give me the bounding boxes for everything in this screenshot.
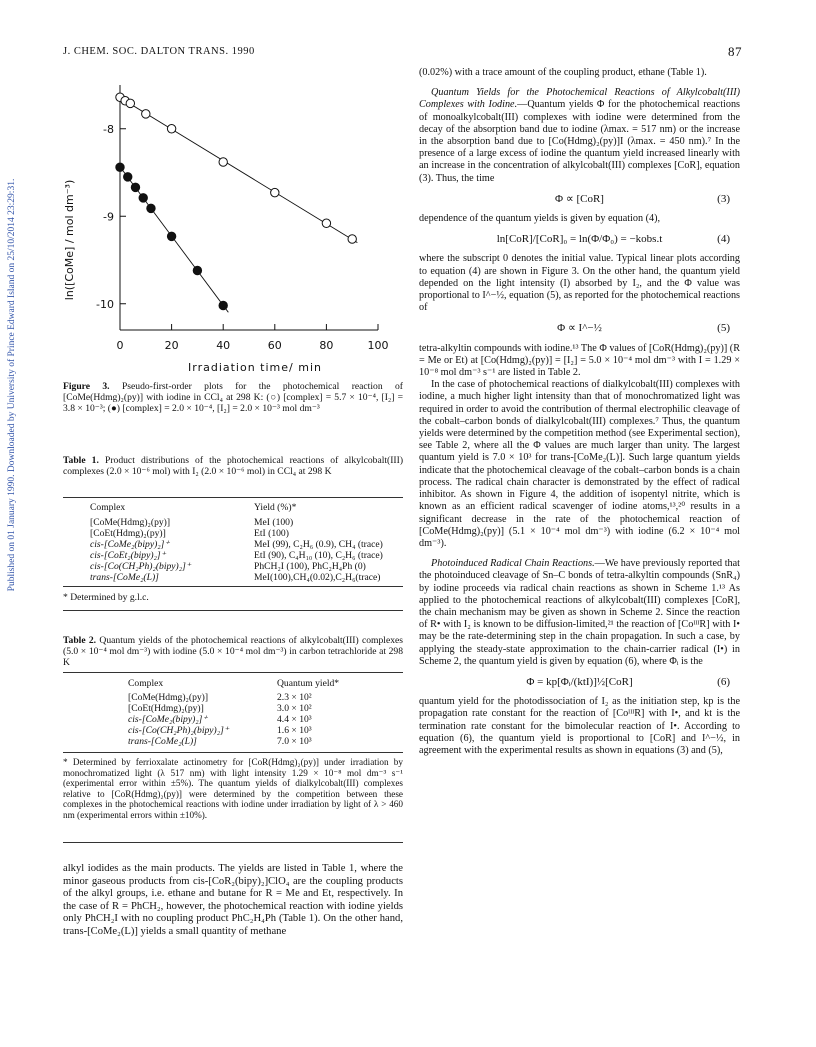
value-cell: 3.0 × 10² xyxy=(277,703,312,714)
complex-cell: cis-[CoMe₂(bipy)₂]⁺ xyxy=(90,539,170,550)
y-tick-label: -8 xyxy=(103,122,114,136)
complex-cell: [CoMe(Hdmg)₂(py)] xyxy=(90,517,171,528)
equation-4: ln[CoR]/[CoR]₀ = ln(Φ/Φ₀) = −kobs.t (4) xyxy=(496,233,730,246)
value-cell: MeI (100) xyxy=(254,517,294,528)
x-tick-label: 0 xyxy=(116,339,124,352)
paragraph: In the case of photochemical reactions of dialkylcobalt(III) complexes with iodine, a much higher light intensity than that of monochromatized light was required in order to avoid the contribution of thermal electrophilic cleavage of the cobalt–carbon bonds of dialkylcobalt(III) complexes.⁷ Thus, the quantum yields were determined by the competition method (see Experimental section), see Table 2, where all the Φ values are much larger than unity. The largest quantum yield is 7.0 × 10³ for trans-[CoMe₂(L)]. Such large quantum yields indicate that the photochemical cleavage of the cobalt–carbon bonds is a chain process. The radical chain character is demonstrated by the effect of radical inhibitor. As shown in Figure 4, the addition of isopentyl nitrite, which is known as an efficient radical scavenger of iodine atoms,¹³,²⁰ results in a significant decrease in the rate of the photochemical reaction of [CoMe(Hdmg)₂(py)] (5.1 × 10⁻⁴ mol dm⁻³) with iodine (6.2 × 10⁻⁴ mol dm⁻³). xyxy=(419,379,740,549)
complex-cell: cis-[CoEt₂(bipy)₂]⁺ xyxy=(90,550,166,561)
open-data-point xyxy=(271,188,279,196)
page-number: 87 xyxy=(728,44,742,59)
filled-data-point xyxy=(139,194,147,202)
open-data-point xyxy=(167,125,175,133)
value-cell: 7.0 × 10³ xyxy=(277,736,312,747)
value-cell: EtI (90), C₄H₁₀ (10), C₂H₆ (trace) xyxy=(254,550,383,561)
table-row xyxy=(128,736,343,747)
table1-rule-top xyxy=(63,497,403,498)
table-row xyxy=(128,714,343,725)
complex-cell: cis-[CoMe₂(bipy)₂]⁺ xyxy=(128,714,208,725)
filled-data-point xyxy=(147,204,155,212)
section-rule-2 xyxy=(63,842,403,843)
left-body-text: alkyl iodides as the main products. The yields are listed in Table 1, where the minor gaseous products from cis-[CoR₂(bipy)₂]ClO₄ are the coupling products of the alkyl groups, i.e. ethane and butane for R = Me and Et, respectively. In the case of R = PhCH₂, however, the photochemical reaction with iodine yields only PhCH₂I with no coupling product PhC₂H₄Ph (Table 1). On the other hand, trans-[CoMe₂(L)] yields a small quantity of methane xyxy=(63,863,403,937)
open-data-point xyxy=(142,110,150,118)
paragraph: tetra-alkyltin compounds with iodine.¹³ The Φ values of [CoR(Hdmg)₂(py)] (R = Me or Et) at [Co(Hdmg)₂(py)] = [I₂] = 5.0 × 10⁻⁴ mol dm⁻³ with I = 1.29 × 10⁻⁸ mol dm⁻³ s⁻¹ are listed in Table 2. xyxy=(419,342,740,379)
table-row xyxy=(90,539,387,550)
x-tick-label: 40 xyxy=(216,339,231,352)
table-row xyxy=(90,550,387,561)
section-paragraph: Photoinduced Radical Chain Reactions.—We have previously reported that the photoinduced cleavage of Sn–C bonds of tetra-alkyltin compounds (SnR₄) by iodine proceeds via radical chain reactions as shown in Scheme 1.¹³ As applied to the photochemical reactions of alkylcobalt(III) complexes [CoR], the chain mechanism may be given as shown in Scheme 2. Since the reaction of R• with I₂ is known to be diffusion-limited,²¹ the reaction of [CoᴵᴵᴵR] with I• may be the rate-determining step in the chain propagation. In such a case, by applying the steady-state approximation to the chain-carrier radical (I•) in Scheme 2, the quantum yield is given by equation (6), where Φᵢ is the xyxy=(419,558,740,667)
running-header: J. CHEM. SOC. DALTON TRANS. 1990 xyxy=(63,46,255,57)
table1 xyxy=(90,502,387,583)
filled-data-point xyxy=(219,301,227,309)
download-notice: Published on 01 January 1990. Downloaded by University of Prince Edward Island on 25/10/2014 23:29:31. xyxy=(7,178,17,592)
paragraph: dependence of the quantum yields is given by equation (4), xyxy=(419,213,661,225)
table2 xyxy=(128,678,343,747)
table-row xyxy=(128,725,343,736)
section-rule xyxy=(63,610,403,611)
table-header-row: Complex Yield (%)* xyxy=(90,502,297,513)
open-data-point xyxy=(348,235,356,243)
table-row xyxy=(90,517,387,528)
figure-caption: Figure 3. Pseudo-first-order plots for the photochemical reaction of [CoMe(Hdmg)₂(py)] with iodine in CCl₄ at 298 K: (○) [complex] = 5.7 × 10⁻⁴, [I₂] = 3.8 × 10⁻³; (●) [complex] = 2.0 × 10⁻⁴, [I₂] = 2.0 × 10⁻³ mol dm⁻³ xyxy=(63,381,403,415)
value-cell: 2.3 × 10² xyxy=(277,692,312,703)
filled-data-point xyxy=(131,183,139,191)
table1-footnote: * Determined by g.l.c. xyxy=(63,592,149,603)
value-cell: EtI (100) xyxy=(254,528,289,539)
value-cell: 4.4 × 10³ xyxy=(277,714,312,725)
table2-footnote: * Determined by ferrioxalate actinometry for [CoR(Hdmg)₂(py)] under irradiation by monochromatized light (λ 517 nm) with light intensity 1.29 × 10⁻⁸ mol dm⁻³ s⁻¹ (experimental error within ±5%). The quantum yields of dialkylcobalt(III) complexes relative to [CoR(Hdmg)₂(py)] were determined by the competition between these complexes in the photochemical reactions with iodine under irradiation by light of λ > 460 nm (experimental errors within ±10%). xyxy=(63,757,403,820)
table-row xyxy=(128,692,343,703)
x-tick-label: 20 xyxy=(164,339,179,352)
complex-cell: [CoEt(Hdmg)₂(py)] xyxy=(90,528,166,539)
equation-5: Φ ∝ I^−½ (5) xyxy=(557,322,730,335)
table-row xyxy=(90,528,387,539)
fit-line-series-1 xyxy=(120,98,357,243)
filled-data-point xyxy=(193,266,201,274)
paragraph: quantum yield for the photodissociation of I₂ as the initiation step, kp is the propagation rate constant for the reaction of [CoᴵᴵᴵR] with I•, and kt is the termination rate constant for the bimolecular reaction of I•. According to equation (6), the quantum yield is proportional to [CoR] and I^−½, in agreement with the experimental results as shown in equations (3) and (5), xyxy=(419,696,740,756)
value-cell: 1.6 × 10³ xyxy=(277,725,312,736)
x-tick-label: 60 xyxy=(267,339,282,352)
x-tick-label: 100 xyxy=(367,339,389,352)
value-cell: MeI (99), C₂H₆ (0.9), CH₄ (trace) xyxy=(254,539,383,550)
right-column xyxy=(419,67,740,757)
complex-cell: trans-[CoMe₂(L)] xyxy=(90,572,159,583)
table-header-row: Complex Quantum yield* xyxy=(128,678,340,689)
complex-cell: [CoEt(Hdmg)₂(py)] xyxy=(128,703,204,714)
table1-caption: Table 1. Product distributions of the photochemical reactions of alkylcobalt(III) complexes (2.0 × 10⁻⁶ mol) with I₂ (2.0 × 10⁻⁶ mol) in CCl₄ at 298 K xyxy=(63,455,404,478)
value-cell: MeI(100),CH₄(0.02),C₂H₆(trace) xyxy=(254,572,381,583)
x-tick-label: 80 xyxy=(319,339,334,352)
open-data-point xyxy=(126,99,134,107)
complex-cell: trans-[CoMe₂(L)] xyxy=(128,736,197,747)
table-row xyxy=(90,561,387,572)
equation-6: Φ = kp[Φᵢ/(ktI)]½[CoR] (6) xyxy=(526,675,730,688)
y-tick-label: -10 xyxy=(96,297,114,311)
section-paragraph: Quantum Yields for the Photochemical Reactions of Alkylcobalt(III) Complexes with Iodine.—Quantum yields Φ for the photochemical reactions of monoalkylcobalt(III) complexes with iodine were determined from the decay of the absorption band due to iodine (λmax. = 517 nm) or the increase in the absorption band due to [Co(Hdmg)₂(py)]I (λmax. = 450 nm).⁷ In the presence of a large excess of iodine the quantum yield increased linearly with an increase in the concentration of alkylcobalt(III) complexes [CoR], equation (3). Thus, the time xyxy=(419,87,741,184)
table-row xyxy=(90,572,387,583)
open-data-point xyxy=(219,158,227,166)
paragraph: where the subscript 0 denotes the initial value. Typical linear plots according to equation (4) are shown in Figure 3. On the other hand, the quantum yield depended on the light intensity (I) absorbed by I₂, and the Φ value was proportional to I^−½, equation (5), as reported for the photochemical reactions of xyxy=(419,253,740,314)
table2-caption: Table 2. Quantum yields of the photochemical reactions of alkylcobalt(III) complexes (5.0 × 10⁻⁴ mol dm⁻³) with iodine (5.0 × 10⁻⁴ mol dm⁻³) in carbon tetrachloride at 298 K xyxy=(63,635,403,669)
filled-data-point xyxy=(167,232,175,240)
open-data-point xyxy=(322,219,330,227)
filled-data-point xyxy=(124,173,132,181)
x-axis-label: Irradiation time/ min xyxy=(188,361,322,374)
table2-rule-top xyxy=(63,672,403,673)
table2-rule-bottom xyxy=(63,752,403,753)
paragraph: (0.02%) with a trace amount of the coupling product, ethane (Table 1). xyxy=(419,67,707,78)
complex-cell: cis-[Co(CH₂Ph)₂(bipy)₂]⁺ xyxy=(90,561,191,572)
value-cell: PhCH₂I (100), PhC₂H₄Ph (0) xyxy=(254,561,366,572)
table-row xyxy=(128,703,343,714)
figure-3-chart xyxy=(60,75,405,380)
y-tick-label: -9 xyxy=(103,210,114,224)
filled-data-point xyxy=(116,163,124,171)
y-axis-label: ln([CoMe] / mol dm⁻³) xyxy=(63,179,76,301)
equation-3: Φ ∝ [CoR] (3) xyxy=(555,192,730,205)
complex-cell: cis-[Co(CH₂Ph)₂(bipy)₂]⁺ xyxy=(128,725,229,736)
complex-cell: [CoMe(Hdmg)₂(py)] xyxy=(128,692,209,703)
table1-rule-bottom xyxy=(63,586,403,587)
